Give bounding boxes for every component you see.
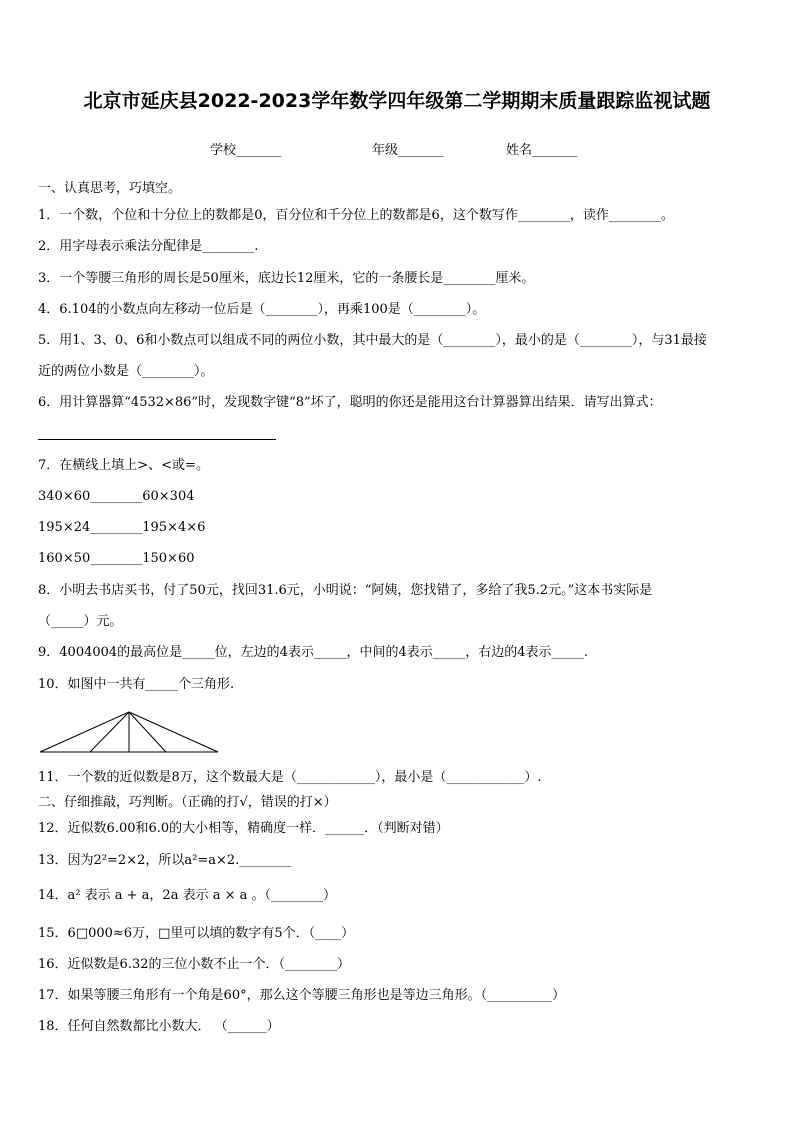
question-13: 13．因为2²=2×2，所以a²=a×2.________	[38, 853, 292, 868]
answer-line	[38, 439, 276, 440]
question-10: 10．如图中一共有_____个三角形.	[38, 677, 235, 692]
question-2: 2．用字母表示乘法分配律是________.	[38, 239, 259, 254]
question-1: 1．一个数，个位和十分位上的数都是0，百分位和千分位上的数都是6，这个数写作________，读作________。	[38, 208, 674, 223]
page-title: 北京市延庆县2022-2023学年数学四年级第二学期期末质量跟踪监视试题	[83, 90, 711, 112]
grade-field: 年级_______	[372, 143, 444, 158]
question-12: 12．近似数6.00和6.0的大小相等，精确度一样．______．（判断对错）	[38, 821, 449, 836]
question-15: 15．6□000≈6万，□里可以填的数字有5个．（____）	[38, 926, 355, 941]
question-11: 11．一个数的近似数是8万，这个数最大是（____________），最小是（____________）.	[38, 770, 542, 785]
question-5-line-1: 5．用1、3、0、6和小数点可以组成不同的两位小数，其中最大的是（________），最小的是（________），与31最接	[38, 333, 707, 348]
section-2-heading: 二、仔细推敲，巧判断。（正确的打√，错误的打×）	[38, 795, 337, 810]
name-field: 姓名_______	[506, 143, 578, 158]
section-1-heading: 一、认真思考，巧填空。	[38, 181, 182, 196]
question-7-row-2: 195×24________195×4×6	[38, 520, 206, 535]
question-7-row-1: 340×60________60×304	[38, 489, 195, 504]
question-9: 9．4004004的最高位是_____位，左边的4表示_____，中间的4表示_____，右边的4表示_____.	[38, 645, 589, 660]
question-7-row-3: 160×50________150×60	[38, 551, 195, 566]
question-7: 7．在横线上填上>、<或=。	[38, 458, 209, 473]
school-field: 学校_______	[210, 143, 282, 158]
question-5-line-2: 近的两位小数是（________）。	[38, 364, 214, 379]
question-3: 3．一个等腰三角形的周长是50厘米，底边长12厘米，它的一条腰长是________厘米。	[38, 271, 535, 286]
triangle-figure	[38, 710, 220, 754]
question-14: 14．a² 表示 a + a，2a 表示 a × a 。（________）	[38, 888, 337, 903]
question-6: 6．用计算器算“4532×86”时，发现数字键“8”坏了，聪明的你还是能用这台计算器算出结果．请写出算式：	[38, 395, 662, 410]
question-17: 17．如果等腰三角形有一个角是60°，那么这个等腰三角形也是等边三角形。（__________）	[38, 988, 566, 1003]
question-8-line-1: 8．小明去书店买书，付了50元，找回31.6元，小明说：“阿姨，您找错了，多给了我5.2元。”这本书实际是	[38, 583, 653, 598]
question-4: 4．6.104的小数点向左移动一位后是（________），再乘100是（________）。	[38, 302, 486, 317]
question-8-line-2: （_____）元。	[38, 614, 123, 629]
question-16: 16．近似数是6.32的三位小数不止一个．（________）	[38, 957, 350, 972]
question-18: 18．任何自然数都比小数大． （______）	[38, 1019, 280, 1034]
